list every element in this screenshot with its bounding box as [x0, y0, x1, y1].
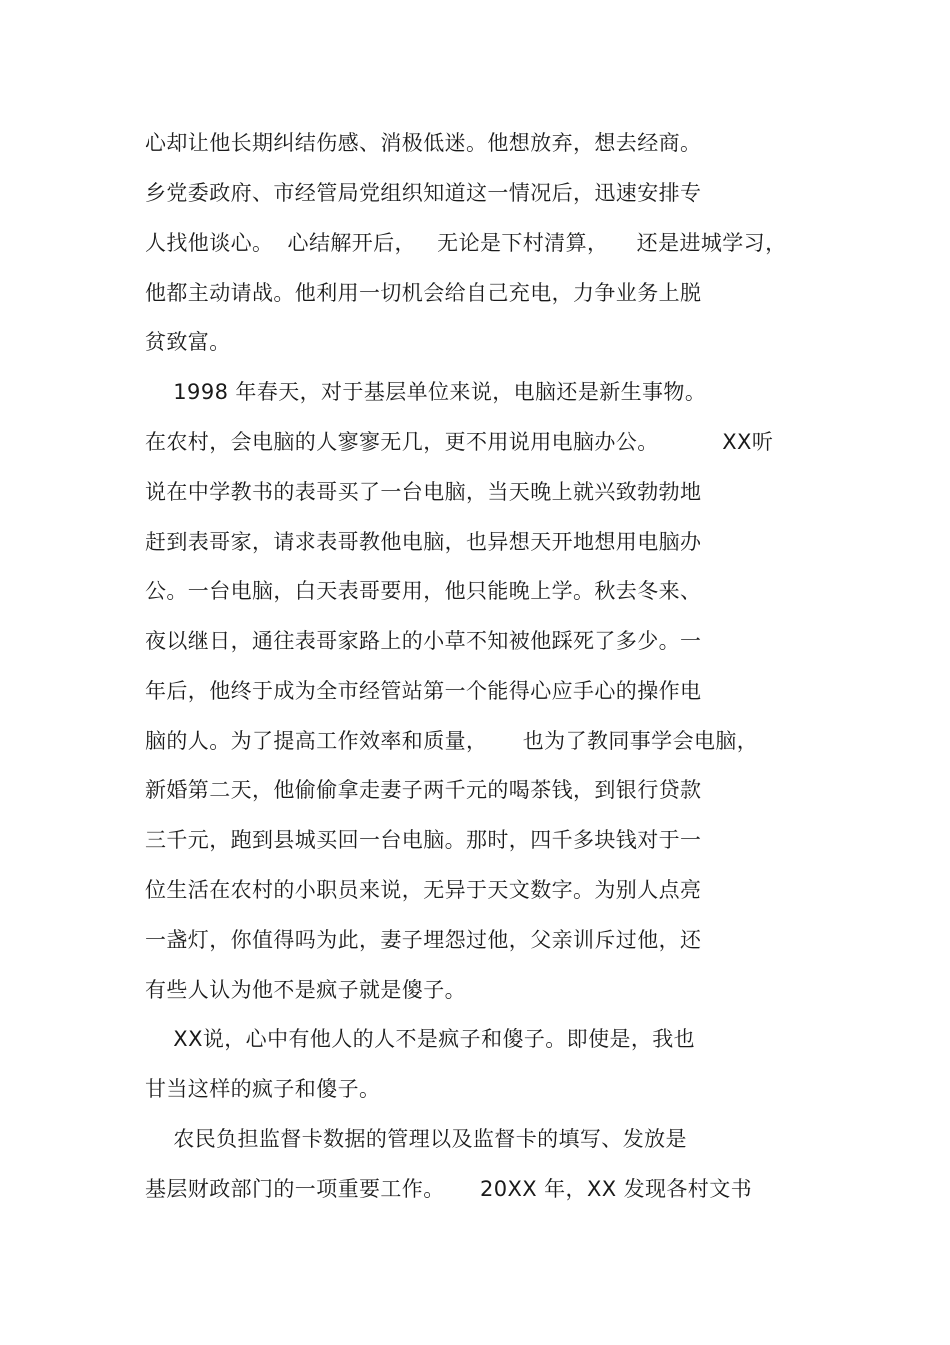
- text-line: 1998 年春天，对于基层单位来说，电脑还是新生事物。: [145, 380, 707, 404]
- text-line: 赶到表哥家，请求表哥教他电脑，也异想天开地想用电脑办: [145, 530, 702, 554]
- text-line: 心却让他长期纠结伤感、消极低迷。他想放弃，想去经商。: [145, 131, 702, 155]
- text-line: 贫致富。: [145, 330, 231, 354]
- text-line: 甘当这样的疯子和傻子。: [145, 1077, 381, 1101]
- text-line: 说在中学教书的表哥买了一台电脑，当天晚上就兴致勃勃地: [145, 480, 702, 504]
- text-line: 他都主动请战。他利用一切机会给自己充电，力争业务上脱: [145, 281, 702, 305]
- text-line: 人找他谈心。 心结解开后， 无论是下村清算， 还是进城学习，: [145, 231, 787, 255]
- text-line: 农民负担监督卡数据的管理以及监督卡的填写、发放是: [145, 1127, 687, 1151]
- text-line: 脑的人。为了提高工作效率和质量， 也为了教同事学会电脑，: [145, 729, 759, 753]
- text-line: 公。一台电脑，白天表哥要用，他只能晚上学。秋去冬来、: [145, 579, 702, 603]
- text-line: 夜以继日，通往表哥家路上的小草不知被他踩死了多少。一: [145, 629, 702, 653]
- text-line: 在农村，会电脑的人寥寥无几，更不用说用电脑办公。 XX听: [145, 430, 774, 454]
- text-line: 年后，他终于成为全市经管站第一个能得心应手心的操作电: [145, 679, 702, 703]
- text-line: 位生活在农村的小职员来说，无异于天文数字。为别人点亮: [145, 878, 702, 902]
- text-line: 三千元，跑到县城买回一台电脑。那时，四千多块钱对于一: [145, 828, 702, 852]
- text-line: 一盏灯，你值得吗为此，妻子埋怨过他，父亲训斥过他，还: [145, 928, 702, 952]
- text-line: XX说，心中有他人的人不是疯子和傻子。即使是，我也: [145, 1027, 696, 1051]
- text-line: 新婚第二天，他偷偷拿走妻子两千元的喝茶钱，到银行贷款: [145, 778, 702, 802]
- text-line: 基层财政部门的一项重要工作。 20XX 年，XX 发现各村文书: [145, 1177, 752, 1201]
- text-line: 乡党委政府、市经管局党组织知道这一情况后，迅速安排专: [145, 181, 702, 205]
- text-line: 有些人认为他不是疯子就是傻子。: [145, 978, 466, 1002]
